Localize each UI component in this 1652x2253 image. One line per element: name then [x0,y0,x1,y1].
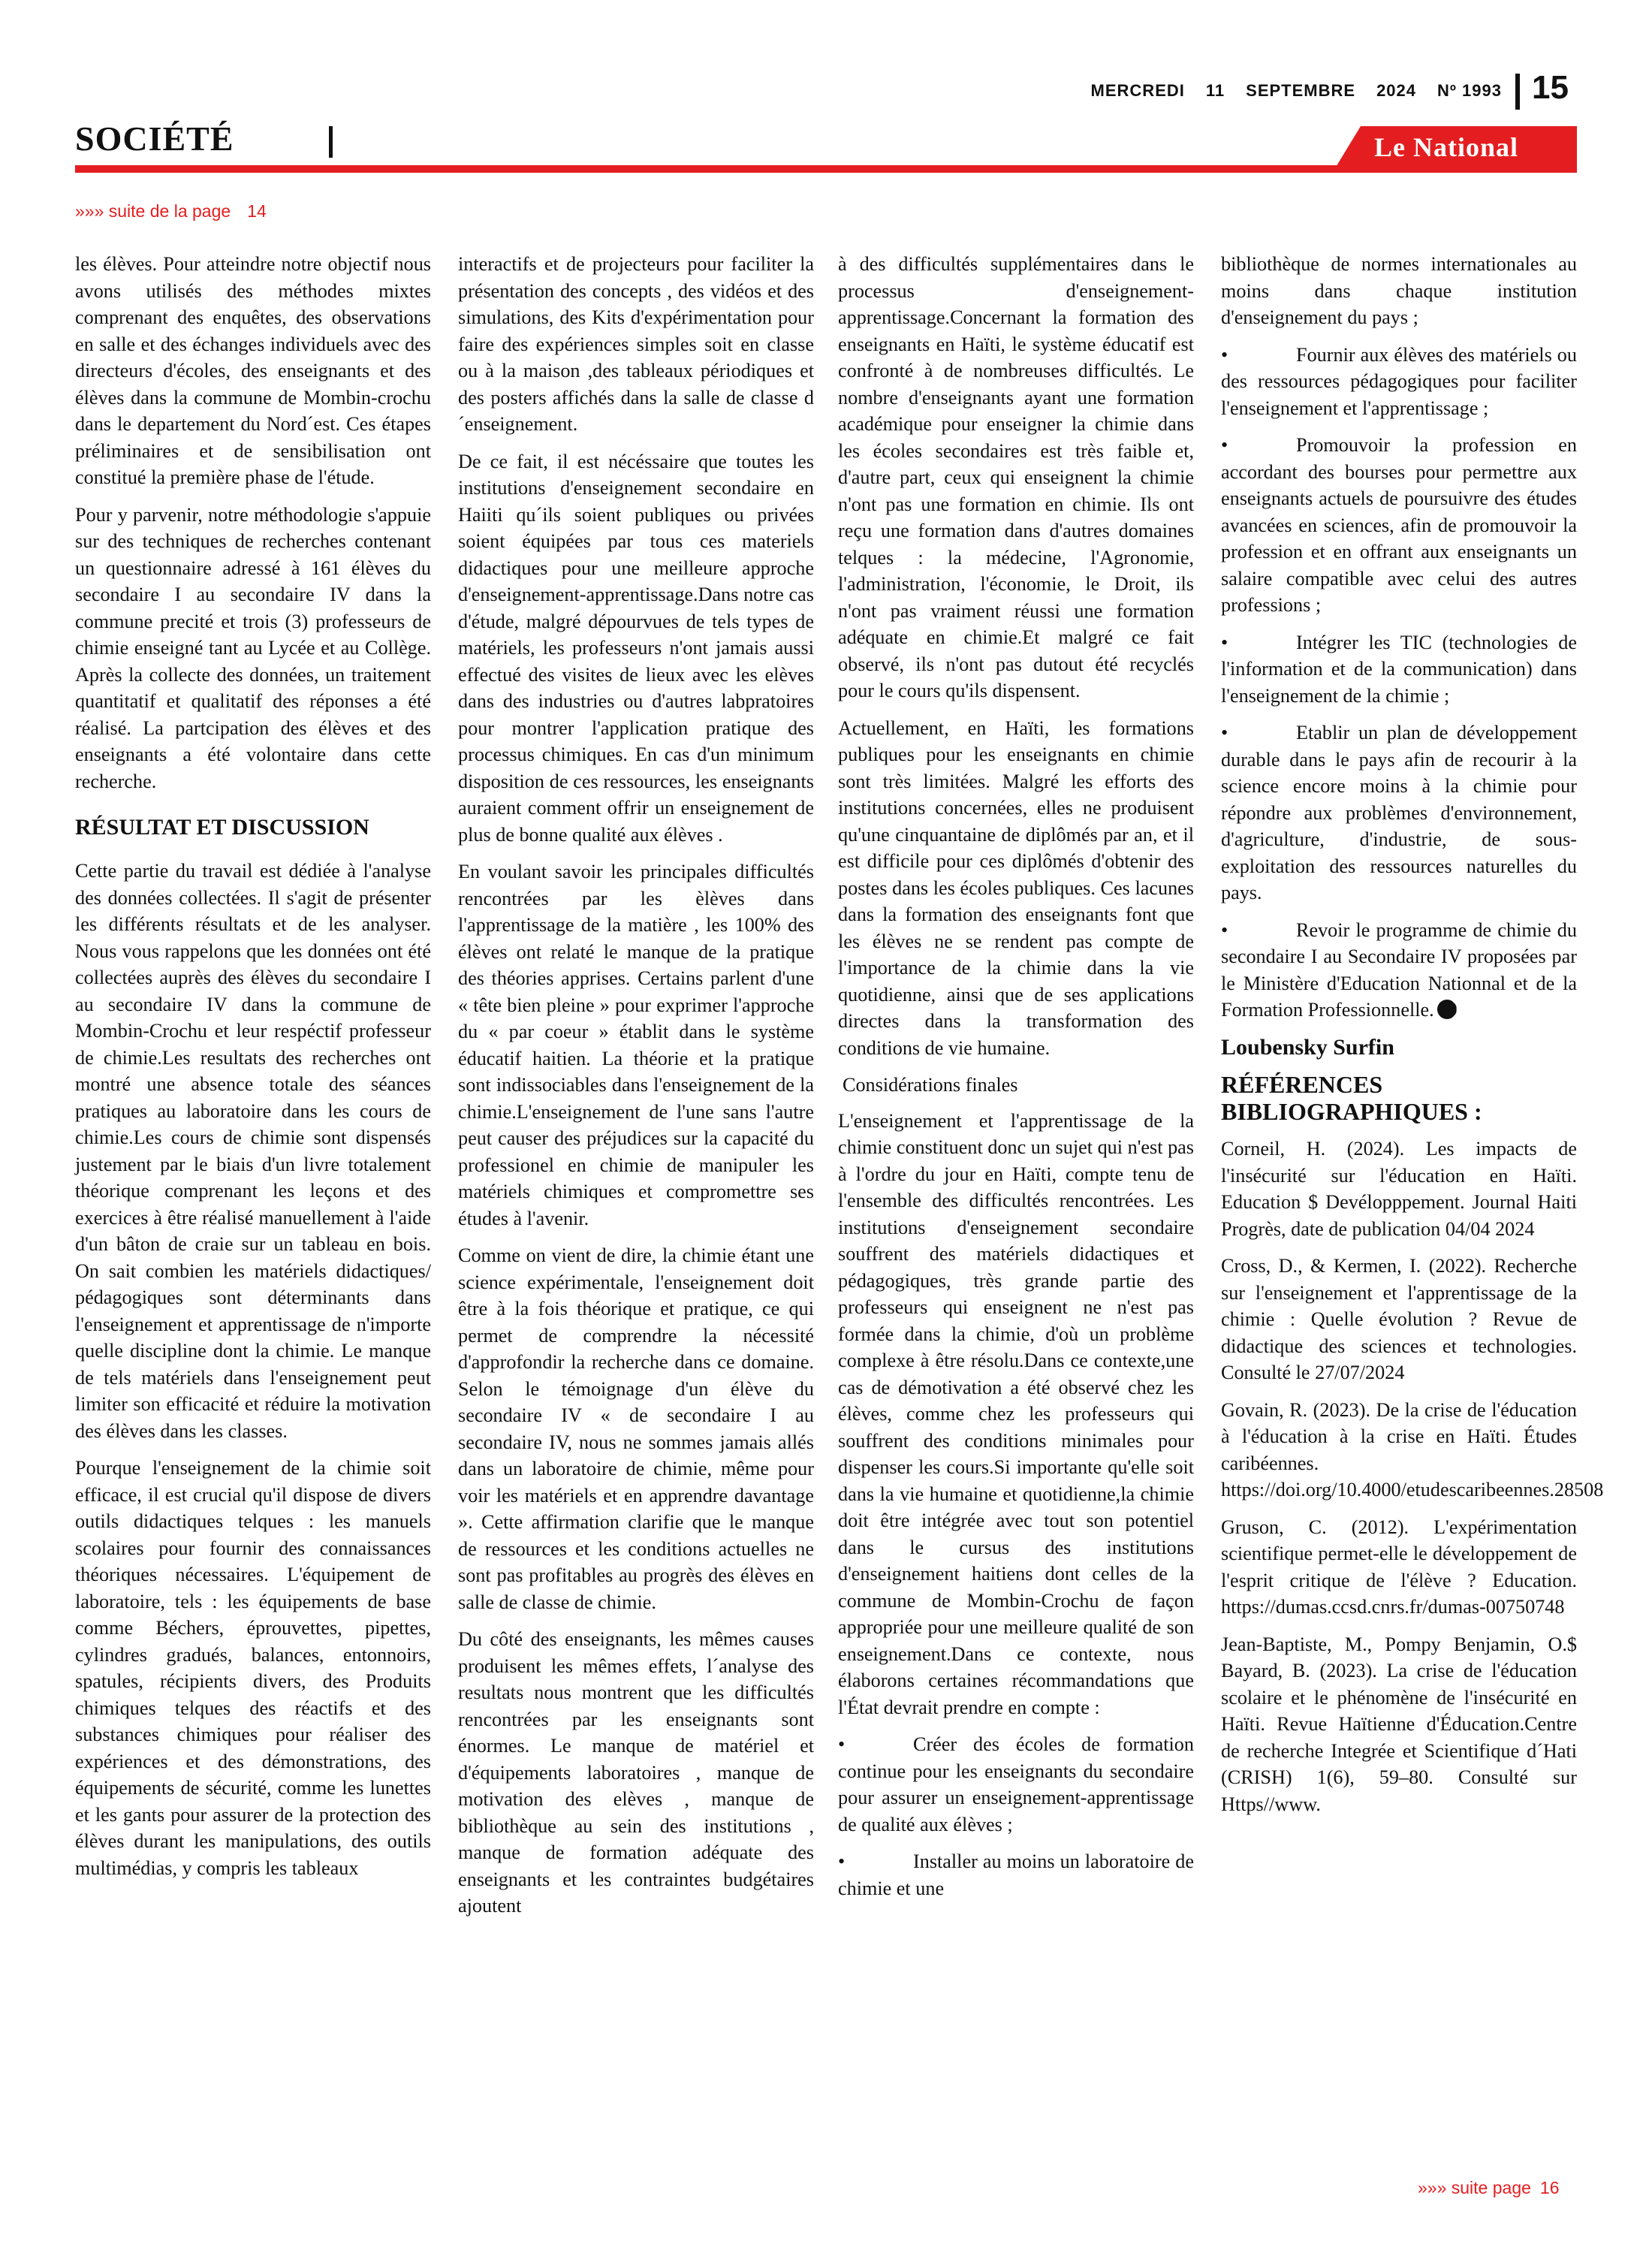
bullet-icon: • [1221,343,1228,366]
header-rule [75,165,1577,173]
end-of-article-icon [1437,1000,1457,1019]
bullet-icon: • [1221,434,1228,456]
paragraph: à des difficultés supplémentaires dans le processus d'enseignement-apprentissage.Concernant la formation des enseignants en Haïti, le système éducatif est confronté à de nombreuses difficultés. Le nombre d'enseignants ayant une formation académique pour enseigner la chimie dans les écoles secondaires est très faible et, d'autre part, ceux qui enseignent la chimie n'ont pas une formation en chimie. Ils ont reçu une formation dans d'autres domaines telques : la médecine, l'Agronomie, l'administration, l'économie, le Droit, ils n'ont pas vraiment réussi une formation adéquate en chimie.Et malgré ce fait observé, ils n'ont pas dutout été recyclés pour le cours qu'ils dispensent. [838,253,1194,701]
subheading: Considérations finales [843,1074,1018,1096]
list-item-text: Installer au moins un laboratoire de chimie et une [838,1850,1194,1899]
reference-item: Jean-Baptiste, M., Pompy Benjamin, O.$ Bayard, B. (2023). La crise de l'éducation scolaire et le phénomène de l'insécurité en Haïti. Revue Haïtienne d'Éducation.Centre de recherche Integrée et Scientifique d´Hati (CRISH) 1(6), 59–80. Consulté sur Https//www. [1221,1633,1577,1815]
header-divider-left [329,126,333,158]
list-item-text: Fournir aux élèves des matériels ou des ressources pédagogiques pour faciliter l'enseignement et l'apprentissage ; [1221,343,1577,419]
brand-name: Le National [1374,132,1519,162]
bullet-icon: • [838,1850,846,1872]
bullet-icon: • [838,1733,846,1755]
continued-from-label: »»» suite de la page [75,201,231,221]
list-item-text: Revoir le programme de chimie du secondaire I au Secondaire IV proposées par le Ministère d'Education Nationnal et de la Formation Professionnelle. [1221,918,1577,1021]
continued-from [75,201,267,222]
paragraph: interactifs et de projecteurs pour faciliter la présentation des concepts , des vidéos et des simulations, des Kits d'expérimentation pour faire des expériences simples soit en classe ou à la maison ,des tableaux périodiques et des posters affichés dans la salle de classe d´enseignement. [458,253,814,435]
reference-item: Cross, D., & Kermen, I. (2022). Recherche sur l'enseignement et l'apprentissage de la chimie : Quelle évolution ? Revue de didactique des sciences et technologies. Consulté le 27/07/2024 [1221,1255,1577,1383]
paragraph: De ce fait, il est nécéssaire que toutes les institutions d'enseignement secondaire en Haiiti qu´ils soient publiques ou privées soient équipées par tous ces materiels didactiques pour une meilleure approche d'enseignement-apprentissage.Dans notre cas d'étude, malgré dépourvues de tels types de matériels, les professeurs n'ont jamais aussi effectué des visites de lieux avec les elèves dans des industries ou d'autres labpratoires pour montrer l'application pratique des processus chimiques. En cas d'un minimum disposition de ces ressources, les enseignants auraient comment offrir un enseignement de plus de bonne qualité aux élèves . [458,450,814,846]
reference-item: Corneil, H. (2024). Les impacts de l'insécurité sur l'éducation en Haïti. Education $ Devélopppement. Journal Haiti Progrès, date de publication 04/04 2024 [1221,1138,1577,1240]
article-column-1 [75,251,431,2158]
issue-month: SEPTEMBRE [1246,81,1356,100]
list-item-text: Intégrer les TIC (technologies de l'information et de la communication) dans l'enseignement de la chimie ; [1221,631,1577,707]
continued-to-page: 16 [1539,2178,1560,2197]
author-name: Loubensky Surfin [1221,1034,1394,1060]
list-item-text: Créer des écoles de formation continue pour les enseignants du secondaire pour assurer un enseignement-apprentissage de qualité aux élèves ; [838,1733,1194,1835]
reference-item: Gruson, C. (2012). L'expérimentation scientifique permet-elle le développement de l'esprit critique de l'élève ? Education. https://dumas.ccsd.cnrs.fr/dumas-00750748 [1221,1516,1577,1618]
issue-date-number: 11 [1205,81,1225,100]
continued-to-label: »»» suite page [1418,2178,1531,2197]
article-column-4 [1221,251,1604,2158]
list-item-text: Etablir un plan de développement durable dans le pays afin de recourir à la science encore moins à la chimie pour répondre aux problèmes d'environnement, d'agriculture, d'industrie, de sous-exploitation des ressources naturelles du pays. [1221,722,1577,903]
paragraph: Du côté des enseignants, les mêmes causes produisent les mêmes effets, l´analyse des resultats nous montrent que les difficultés rencontrées par les enseignants sont énormes. Le manque de matériel et d'équipements laboratoires , manque de motivation des elèves , manque de bibliothèque au sein des institutions , manque de formation adéquate des enseignants et les contraintes budgétaires ajoutent [458,1628,814,1917]
list-item [1221,719,1577,906]
paragraph: Pourque l'enseignement de la chimie soit efficace, il est crucial qu'il dispose de divers outils didactiques telques : les manuels scolaires pour fournir des connaissances théoriques nécessaires. L'équipement de laboratoire, tels : les équipements de base comme Béchers, éprouvettes, pipettes, cylindres gradués, balances, entonnoirs, spatules, récipients divers, des Produits chimiques telques des réactifs et des substances chimiques pour réaliser des expériences et des démonstrations, des équipements de sécurité, comme les lunettes et les gants pour assurer de la protection des élèves durant les manipulations, des outils multimédias, y compris les tableaux [75,1457,431,1879]
section-heading: RÉSULTAT ET DISCUSSION [75,815,369,840]
bullet-icon: • [1221,918,1228,941]
issue-day: MERCREDI [1090,81,1185,100]
issue-meta [976,81,1502,101]
article-column-3 [838,251,1194,2158]
paragraph: bibliothèque de normes internationales au moins dans chaque institution d'enseignement du pays ; [1221,253,1577,328]
paragraph: Actuellement, en Haïti, les formations publiques pour les enseignants en chimie sont très limitées. Malgré les efforts des institutions concernées, elles ne produisent qu'une cinquantaine de diplômés par an, et il est difficile pour ces diplômés d'obtenir des postes dans les écoles publiques. Ces lacunes dans la formation des enseignants font que les élèves ne se rendent pas compte de l'importance de la chimie dans la vie quotidienne, ainsi que de ses applications directes dans la transformation des conditions de vie humaine. [838,716,1194,1059]
paragraph: les élèves. Pour atteindre notre objectif nous avons utilisés des méthodes mixtes comprenant des enquêtes, des observations en salle et des échanges individuels avec des directeurs d'écoles, des enseignants et des élèves dans la commune de Mombin-crochu dans le departement du Nord´est. Ces étapes préliminaires et de sensibilisation ont constitué la première phase de l'étude. [75,253,431,488]
list-item [1221,342,1577,422]
list-item-text: Promouvoir la profession en accordant des bourses pour permettre aux enseignants actuels de poursuivre des études avancées en sciences, afin de promouvoir la profession et en offrant aux enseignants un salaire compatible avec celui des autres professions ; [1221,434,1577,616]
issue-number: Nº 1993 [1437,81,1502,100]
bullet-icon: • [1221,631,1228,653]
header-divider-right [1515,74,1520,110]
list-item [1221,629,1577,710]
article-column-2 [458,251,814,2158]
reference-item: Govain, R. (2023). De la crise de l'éducation à l'éducation à la crise en Haïti. Études caribéennes. https://doi.org/10.4000/etudescaribeennes.28508 [1221,1398,1604,1500]
paragraph: Pour y parvenir, notre méthodologie s'appuie sur des techniques de recherches contenant un questionnaire adressé à 161 élèves du secondaire I au secondaire IV dans la commune precité et trois (3) professeurs de chimie enseigné tant au Lycée et au Collège. Après la collecte des données, un traitement quantitatif et qualitatif des réponses a été réalisé. La partcipation des élèves et des enseignants a été volontaire dans cette recherche. [75,503,431,792]
list-item [1221,917,1577,1024]
issue-year: 2024 [1376,81,1417,100]
paragraph: En voulant savoir les principales difficultés rencontrées par les èlèves dans l'apprentissage de la matière , les 100% des élèves ont relaté le manque de la pratique des théories apprises. Certains parlent d'une « tête bien pleine » pour exprimer l'approche du « par coeur » établit dans le système éducatif haitien. La théorie et la pratique sont indissociables dans l'enseignement de la chimie.L'enseignement de l'une sans l'autre peut causer des préjudices sur la capacité du professionel en chimie de manipuler les matériels chimiques et compromettre ses études à l'avenir. [458,861,814,1229]
list-item [1221,432,1577,619]
section-title: SOCIÉTÉ [75,119,234,158]
references-heading: RÉFÉRENCES BIBLIOGRAPHIQUES : [1221,1071,1482,1125]
paragraph: Cette partie du travail est dédiée à l'analyse des données collectées. Il s'agit de présenter les différents résultats et de les analyser. Nous vous rappelons que les données ont été collectées auprès des élèves du secondaire I au secondaire IV dans la commune de Mombin-Crochu et leur respéctif professeur de chimie.Les resultats des recherches ont montré une absence totale des séances pratiques au laboratoire dans les cours de chimie.Les cours de chimie sont dispensés justement par le biais d'un livre totalement théorique comprenant les leçons et des exercices à être réalisé manuellement à l'aide d'un bâton de craie sur un tableau en bois. On sait combien les matériels didactiques/ pédagogiques sont déterminants dans l'enseignement et apprentissage de n'importe quelle discipline dont la chimie. Le manque de tels matériels dans l'enseignement peut limiter son efficacité et réduire la motivation des élèves dans les classes. [75,860,431,1442]
page-number: 15 [1532,69,1569,106]
list-item [838,1848,1194,1902]
list-item [838,1731,1194,1838]
continued-from-page: 14 [247,201,267,221]
continued-to [1418,2178,1560,2198]
paragraph: Comme on vient de dire, la chimie étant une science expérimentale, l'enseignement doit être à la fois théorique et pratique, ce qui permet de comprendre la nécessité d'approfondir la recherche dans ce domaine. Selon le témoignage d'un élève du secondaire IV « de secondaire I au secondaire IV, nous ne sommes jamais allés dans un laboratoire de chimie, même pour voir les matériels et en apprendre davantage ». Cette affirmation clarifie que le manque de ressources et les conditions actuelles ne sont pas profitables au progrès des élèves en salle de classe de chimie. [458,1244,814,1613]
paragraph: L'enseignement et l'apprentissage de la chimie constituent donc un sujet qui n'est pas à l'ordre du jour en Haïti, compte tenu de l'ensemble des difficultés rencontrées. Les institutions d'enseignement secondaire souffrent des matériels didactiques et pédagogiques, très grande partie des professeurs qui enseignent ne n'est pas formée dans la chimie, d'où un problème complexe à être résolu.Dans ce contexte,une cas de démotivation a été observé chez les élèves, comme chez les professeurs qui souffrent des conditions minimales pour dispenser les cours.Si importante qu'elle soit dans la vie humaine et quotidienne,la chimie doit être intégrée avec tout son potentiel dans le cursus des institutions d'enseignement haitiens dont celles de la commune de Mombin-Crochu de façon appropriée pour une meilleure qualité de son enseignement.Dans ce contexte, nous élaborons certaines récommandations que l'État devrait prendre en compte : [838,1109,1194,1718]
bullet-icon: • [1221,722,1228,743]
